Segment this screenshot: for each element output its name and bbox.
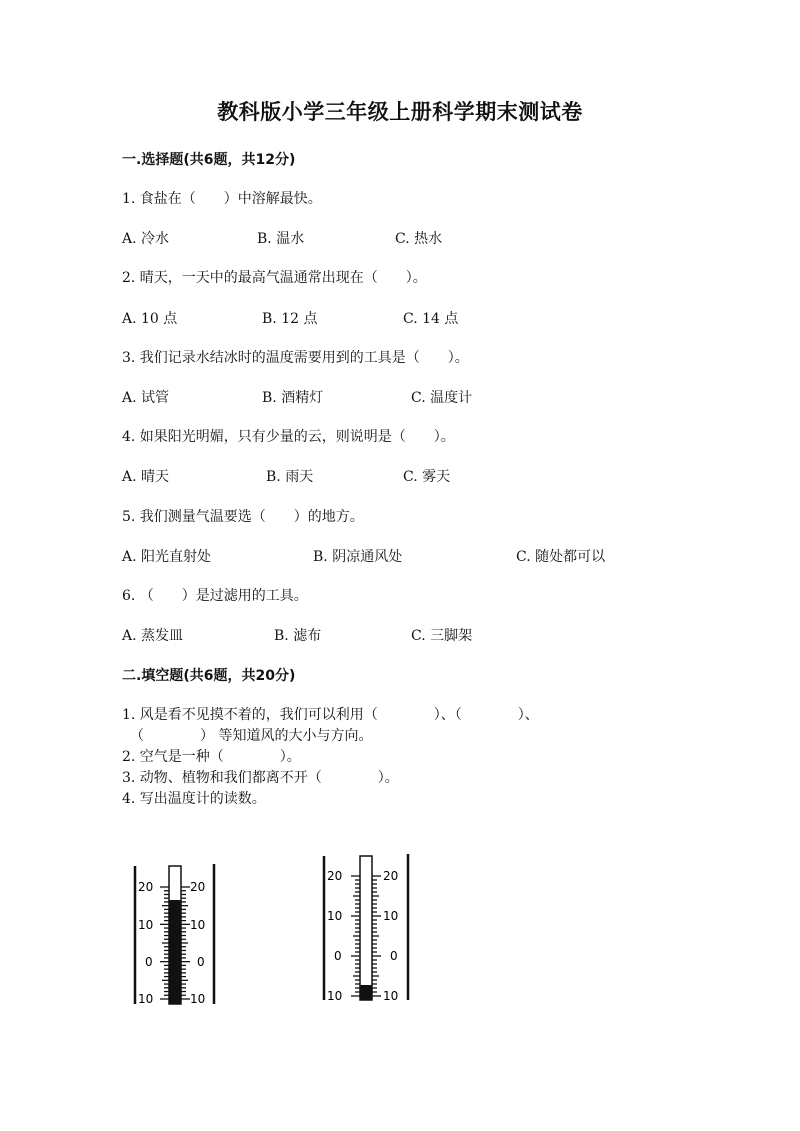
question-6-stem: 6. （ ）是过滤用的工具。 [122,588,308,604]
question-4-option-c: C. 雾天 [403,469,451,485]
thermometer-1-label-10-right: 10 [190,918,206,932]
thermometer-1-label-0-left: 0 [145,955,153,969]
question-1-option-b: B. 温水 [257,231,305,247]
question-1-stem: 1. 食盐在（ ）中溶解最快。 [122,191,322,207]
thermometer-2-label-0-right: 0 [390,949,398,963]
thermometer-2-label-10-left: 10 [327,909,343,923]
fill-in-line-4: 4. 写出温度计的读数。 [122,791,266,807]
thermometer-2-label-minus10-left: 10 [327,989,343,1003]
section-heading-fill-in: 二.填空题(共6题，共20分) [122,668,296,684]
fill-in-line-1-continued: （ ） 等知道风的大小与方向。 [130,728,373,744]
question-2-option-a: A. 10 点 [122,311,178,327]
question-1-option-a: A. 冷水 [122,231,170,247]
question-4-option-b: B. 雨天 [266,469,314,485]
thermometer-2-label-20-left: 20 [327,869,343,883]
question-6-option-c: C. 三脚架 [411,628,473,644]
question-4-stem: 4. 如果阳光明媚，只有少量的云，则说明是（ ）。 [122,429,455,445]
thermometer-2-label-20-right: 20 [383,869,399,883]
section-heading-choice: 一.选择题(共6题，共12分) [122,152,296,168]
question-2-stem: 2. 晴天，一天中的最高气温通常出现在（ ）。 [122,270,427,286]
fill-in-line-2: 2. 空气是一种（ ）。 [122,749,301,765]
thermometer-2-label-minus10-right: 10 [383,989,399,1003]
question-1-option-c: C. 热水 [395,231,443,247]
thermometer-1-label-20-left: 20 [138,880,154,894]
page-title: 教科版小学三年级上册科学期末测试卷 [217,100,583,124]
question-6-option-b: B. 滤布 [274,628,322,644]
question-3-option-c: C. 温度计 [411,390,473,406]
thermometer-2-label-10-right: 10 [383,909,399,923]
question-5-option-c: C. 随处都可以 [516,549,606,565]
question-6-option-a: A. 蒸发皿 [122,628,184,644]
thermometer-1-label-minus10-left: 10 [138,992,154,1006]
fill-in-line-3: 3. 动物、植物和我们都离不开（ ）。 [122,770,399,786]
thermometer-1-label-10-left: 10 [138,918,154,932]
fill-in-line-1: 1. 风是看不见摸不着的，我们可以利用（ ）、（ ）、 [122,707,539,723]
question-3-stem: 3. 我们记录水结冰时的温度需要用到的工具是（ ）。 [122,350,469,366]
thermometer-1-label-20-right: 20 [190,880,206,894]
question-3-option-b: B. 酒精灯 [262,390,324,406]
question-5-option-a: A. 阳光直射处 [122,549,212,565]
thermometer-1 [128,858,220,1010]
thermometer-2 [317,850,415,1006]
question-5-option-b: B. 阴凉通风处 [313,549,403,565]
question-4-option-a: A. 晴天 [122,469,170,485]
thermometer-2-label-0-left: 0 [334,949,342,963]
question-2-option-b: B. 12 点 [262,311,318,327]
question-3-option-a: A. 试管 [122,390,170,406]
question-2-option-c: C. 14 点 [403,311,459,327]
thermometer-1-label-minus10-right: 10 [190,992,206,1006]
thermometer-1-label-0-right: 0 [197,955,205,969]
question-5-stem: 5. 我们测量气温要选（ ）的地方。 [122,509,364,525]
